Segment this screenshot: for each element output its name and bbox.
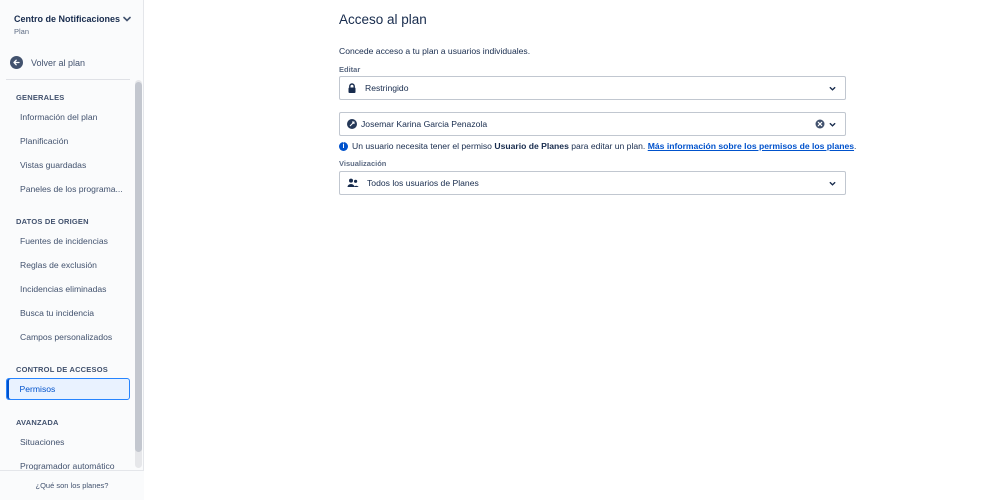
sidebar-scrollbar-thumb[interactable] — [135, 82, 142, 452]
page-title: Acceso al plan — [339, 12, 427, 27]
edit-access-value: Restringido — [365, 83, 409, 93]
back-label: Volver al plan — [31, 57, 86, 68]
sidebar-item-reglas[interactable]: Reglas de exclusión — [20, 260, 97, 270]
info-icon: i — [339, 142, 348, 151]
sidebar-nav — [0, 80, 132, 470]
edit-access-select[interactable] — [339, 76, 846, 100]
chevron-down-icon[interactable] — [828, 120, 837, 129]
clear-icon[interactable] — [815, 119, 825, 129]
project-type: Plan — [14, 27, 30, 36]
sidebar — [0, 0, 144, 500]
sidebar-item-informacion[interactable]: Información del plan — [20, 112, 98, 122]
sidebar-item-programador[interactable]: Programador automático — [20, 461, 115, 470]
footer-label: ¿Qué son los planes? — [35, 481, 109, 490]
sidebar-item-planificacion[interactable]: Planificación — [20, 136, 69, 146]
sidebar-item-permisos[interactable]: Permisos — [6, 378, 130, 400]
user-picker[interactable] — [339, 112, 846, 136]
project-name: Centro de Notificaciones — [14, 14, 121, 24]
user-avatar-icon — [347, 119, 357, 129]
sidebar-item-eliminadas[interactable]: Incidencias eliminadas — [20, 284, 107, 294]
hint-middle: para editar un plan. — [571, 141, 646, 151]
lock-icon — [347, 83, 357, 94]
sidebar-item-paneles[interactable]: Paneles de los programa... — [20, 184, 123, 194]
view-label: Visualización — [339, 159, 387, 168]
people-icon — [347, 178, 359, 188]
section-datos-origen: DATOS DE ORIGEN — [16, 217, 89, 226]
sidebar-item-vistas[interactable]: Vistas guardadas — [20, 160, 87, 170]
project-header[interactable] — [14, 14, 132, 36]
view-access-value: Todos los usuarios de Planes — [367, 178, 479, 188]
page-description: Concede acceso a tu plan a usuarios individuales. — [339, 46, 531, 56]
chevron-down-icon — [828, 179, 837, 188]
view-access-select[interactable] — [339, 171, 846, 195]
hint-prefix: Un usuario necesita tener el permiso — [352, 141, 492, 151]
permission-hint — [339, 141, 856, 151]
sidebar-item-busca[interactable]: Busca tu incidencia — [20, 308, 95, 318]
chevron-down-icon — [828, 84, 837, 93]
selected-user: Josemar Karina Garcia Penazola — [361, 119, 488, 129]
edit-label: Editar — [339, 65, 361, 74]
back-to-plan-link[interactable] — [10, 56, 85, 69]
permissions-info-link[interactable]: Más información sobre los permisos de los planes — [647, 141, 855, 151]
what-are-plans-link[interactable] — [0, 470, 144, 500]
sidebar-item-campos[interactable]: Campos personalizados — [20, 332, 113, 342]
hint-suffix: . — [854, 141, 857, 151]
hint-bold: Usuario de Planes — [494, 141, 569, 151]
section-control-accesos: CONTROL DE ACCESOS — [16, 365, 108, 374]
section-avanzada: AVANZADA — [16, 418, 59, 427]
sidebar-item-fuentes[interactable]: Fuentes de incidencias — [20, 236, 108, 246]
arrow-left-icon — [10, 56, 23, 69]
sidebar-item-situaciones[interactable]: Situaciones — [20, 437, 65, 447]
chevron-down-icon[interactable] — [122, 14, 132, 24]
section-generales: GENERALES — [16, 93, 65, 102]
